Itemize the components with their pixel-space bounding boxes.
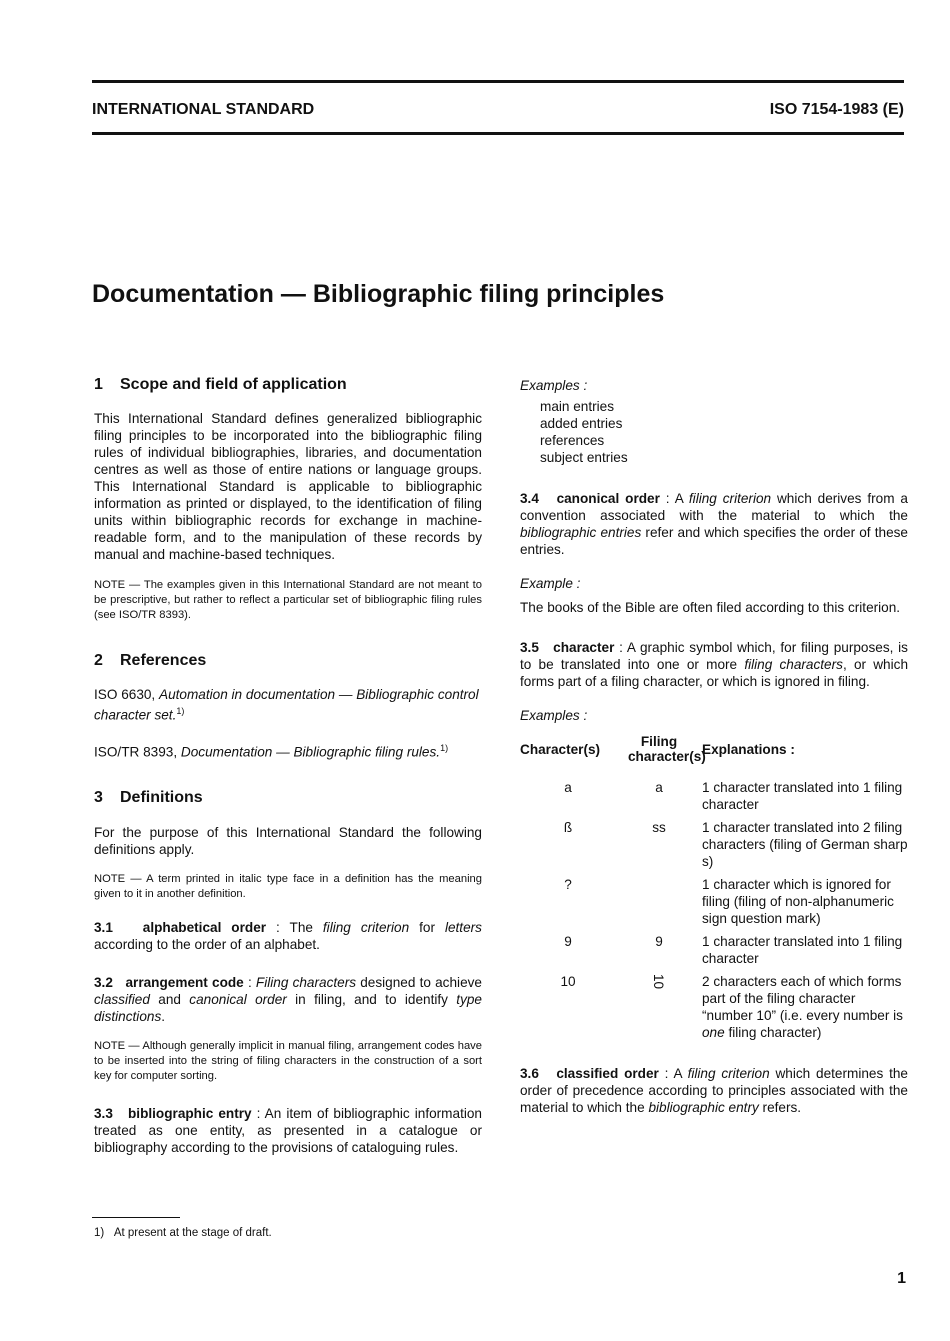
definition-3-3: 3.3 bibliographic entry : An item of bibliographic information treated as one entity, as presented in a catalogue or bibliography according to the provisions of cataloguing rules.	[94, 1106, 482, 1156]
column-header-filing-characters: Filing character(s)	[628, 734, 706, 764]
definition-3-2-note: NOTE — Although generally implicit in manual filing, arrangement codes have to be inserted into the string of filing characters in the construction of a sort key for computer sorting.	[94, 1040, 482, 1083]
reference-iso-6630: ISO 6630, Automation in documentation — Bibliographic control character set.$^{1)}$	[94, 687, 479, 723]
list-item: main entries	[540, 399, 615, 414]
header-left: INTERNATIONAL STANDARD	[92, 101, 315, 118]
definition-3-5: 3.5 character : A graphic symbol which, for filing purposes, is to be translated into one or more filing characters, or which forms part of a filing character, or which is ignored in filing.	[520, 640, 908, 689]
list-item: added entries	[540, 416, 623, 431]
definition-3-2: 3.2 arrangement code : Filing characters designed to achieve classified and canonical order in filing, and to identify type distinctions.	[94, 975, 482, 1025]
document-title: Documentation — Bibliographic filing principles	[92, 280, 665, 308]
section-3-note: NOTE — A term printed in italic type face in a definition has the meaning given to it in another definition.	[94, 873, 482, 901]
character-examples-table	[520, 734, 908, 1041]
section-1-paragraph: This International Standard defines generalized bibliographic filing principles to be incorporated into the bibliographic filing rules of individual bibliographies, libraries, and documentation centres as well as those of entire nations or language groups. This International Standard is applicable to bibliographic information as printed or displayed, to the identification of filing units within bibliographic records for exchange in machine-readable form, and to the manipulation of these records by manual and machine-based techniques.	[94, 411, 482, 562]
definition-3-6: 3.6 classified order : A filing criterion which determines the order of precedence according to principles associated with the material to which the bibliographic entry refers.	[520, 1066, 908, 1115]
section-1-note: NOTE — The examples given in this International Standard are not meant to be prescriptive, but rather to reflect a particular set of bibliographic filing rules (see ISO/TR 8393).	[94, 579, 482, 621]
section-3-heading: 3 Definitions	[94, 789, 203, 807]
section-3-paragraph: For the purpose of this International Standard the following definitions apply.	[94, 825, 482, 858]
list-item: subject entries	[540, 450, 628, 465]
header-right: ISO 7154-1983 (E)	[769, 101, 904, 118]
page-number: 1	[897, 1270, 906, 1287]
definition-3-5-examples-label: Examples :	[520, 708, 588, 723]
table-row: 9 9 1 character translated into 1 filing character	[564, 934, 903, 966]
table-row: 10 10 2 characters each of which forms part of the filing character “number 10” (i.e. every number is one filing character)	[560, 973, 903, 1040]
definition-3-4-example-text: The books of the Bible are often filed according to this criterion.	[520, 600, 901, 615]
footnote: 1) At present at the stage of draft.	[94, 1227, 272, 1239]
reference-iso-tr-8393: ISO/TR 8393, Documentation — Bibliographic filing rules.$^{1)}$	[94, 742, 449, 760]
table-row: ß ss 1 character translated into 2 filing characters (filing of German sharp s)	[563, 820, 908, 869]
right-column	[520, 377, 908, 1116]
column-header-characters: Character(s)	[520, 741, 601, 757]
header-top-rule	[92, 80, 904, 83]
definition-3-3-examples-label: Examples :	[520, 378, 588, 393]
rotated-filing-character: 10	[651, 973, 667, 990]
definition-3-4: 3.4 canonical order : A filing criterion which derives from a convention associated with the material to which the bibliographic entries refer and which specifies the order of these entries.	[520, 491, 908, 557]
column-header-explanations: Explanations :	[702, 741, 795, 757]
list-item: references	[540, 433, 605, 448]
footnote-rule	[92, 1217, 180, 1218]
definition-3-3-examples-list	[540, 398, 908, 466]
table-header-row	[520, 734, 908, 764]
definition-3-4-example-label: Example :	[520, 576, 581, 591]
section-2-heading: 2 References	[94, 652, 207, 669]
table-row: ? 1 character which is ignored for filing (filing of non-alphanumeric sign question mark)	[564, 877, 894, 926]
definition-3-1: 3.1 alphabetical order : The filing criterion for letters according to the order of an alphabet.	[94, 920, 482, 953]
section-1-heading: 1 Scope and field of application	[94, 376, 347, 393]
left-column	[94, 376, 482, 1156]
table-row: a a 1 character translated into 1 filing character	[564, 780, 903, 812]
header-bottom-rule	[92, 132, 904, 135]
